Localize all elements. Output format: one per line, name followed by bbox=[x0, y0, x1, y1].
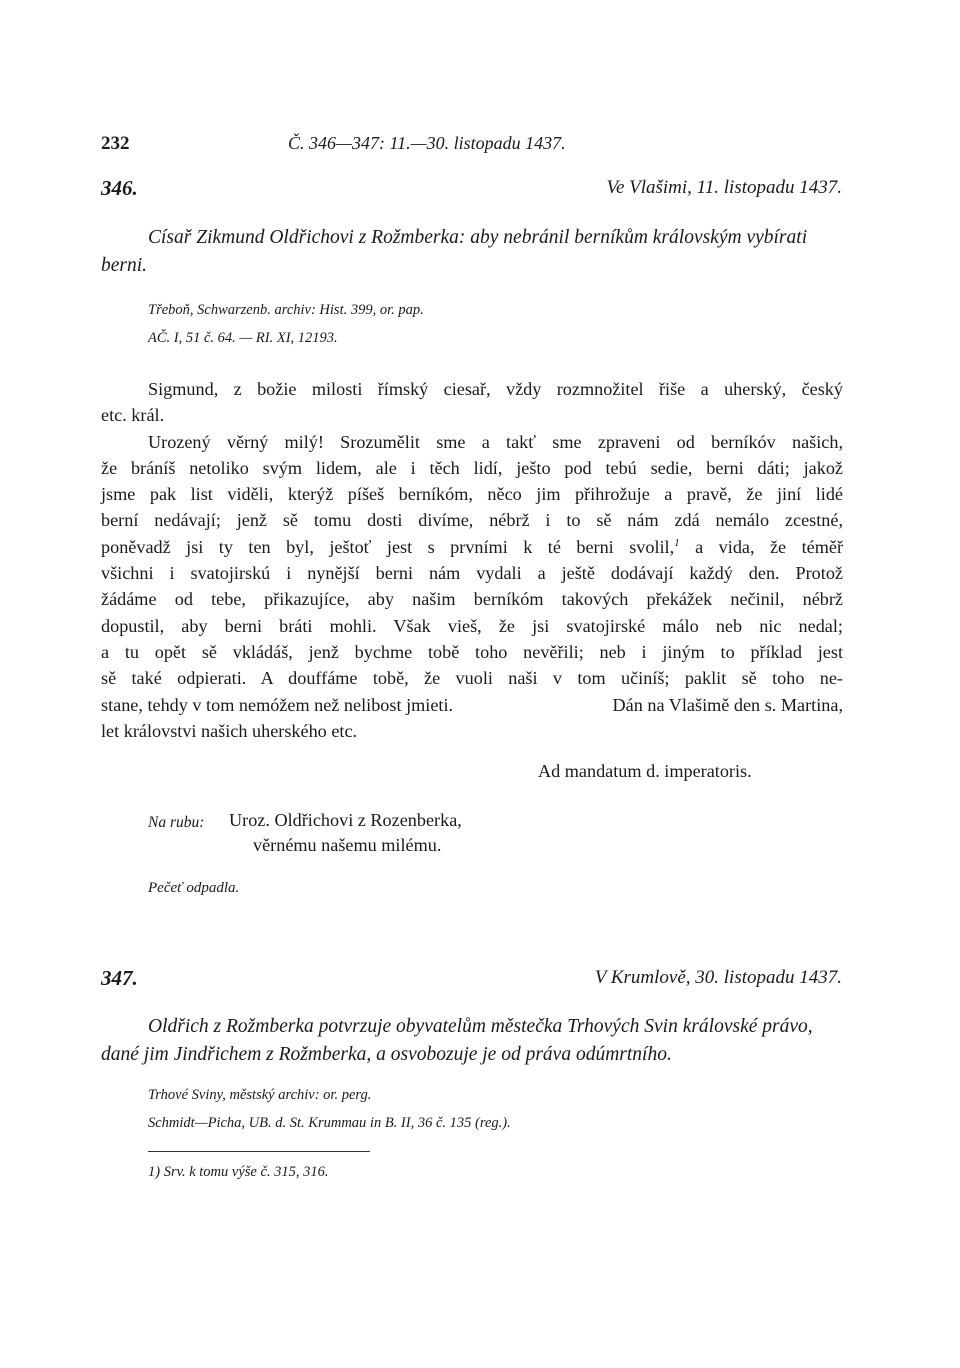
body-line: sě také odpierati. A douffáme tobě, že vuoli naši v tom učiníš; paklit sě toho ne- bbox=[101, 668, 843, 689]
place-date-346: Ve Vlašimi, 11. listopadu 1437. bbox=[606, 177, 842, 198]
body-line bbox=[101, 534, 843, 560]
verso-address-line-1: Uroz. Oldřichovi z Rozenberka, bbox=[229, 810, 462, 830]
running-head: Č. 346—347: 11.—30. listopadu 1437. bbox=[288, 133, 566, 153]
footnote-rule bbox=[148, 1151, 370, 1152]
body-line: že bráníš netoliko svým lidem, ale i těch lidí, ješto pod tebú sedie, berni dáti; jakož bbox=[101, 457, 843, 478]
source-archive-347: Trhové Sviny, městský archiv: or. perg. bbox=[148, 1087, 372, 1103]
source-archive-346: Třeboň, Schwarzenb. archiv: Hist. 399, or. pap. bbox=[148, 302, 424, 318]
regest-346: Císař Zikmund Oldřichovi z Rožmberka: aby nebránil berníkům královským vybírati berni. bbox=[101, 227, 808, 276]
document-body-346 bbox=[101, 376, 843, 744]
footnote-marker: 1 bbox=[674, 536, 680, 549]
document-number-347: 347. bbox=[101, 966, 138, 990]
closing-formula: Ad mandatum d. imperatoris. bbox=[538, 761, 752, 781]
body-line: berní nedávají; jenž sě tomu dosti divíme, nébrž i to sě nám zdá nemálo zcestné, bbox=[101, 510, 843, 531]
source-edition-347: Schmidt—Picha, UB. d. St. Krummau in B. II, 36 č. 135 (reg.). bbox=[148, 1115, 511, 1131]
place-date-347: V Krumlově, 30. listopadu 1437. bbox=[594, 967, 842, 988]
body-line bbox=[101, 692, 843, 718]
body-line: dopustil, aby berni bráti mohli. Však vieš, že jsi svatojirské málo neb nic nedal; bbox=[101, 615, 843, 636]
page-number: 232 bbox=[101, 133, 130, 154]
body-line-part: stane, tehdy v tom nemóžem než nelibost jmieti. bbox=[101, 694, 454, 715]
body-line-part: poněvadž jsi ty ten byl, ještoť jest s prvními k té berni svolil, bbox=[101, 536, 675, 557]
source-edition-346: AČ. I, 51 č. 64. — RI. XI, 12193. bbox=[148, 330, 338, 346]
body-line: žádáme od tebe, přikazujíce, aby našim berníkóm takových překážek nečinil, nébrž bbox=[101, 589, 843, 610]
body-line: všichni i svatojirskú i nynější berni nám vydali a ještě dodávají každý den. Protož bbox=[101, 563, 843, 584]
body-line: etc. král. bbox=[101, 405, 165, 426]
footnote: 1) Srv. k tomu výše č. 315, 316. bbox=[148, 1164, 329, 1180]
seal-note: Pečeť odpadla. bbox=[148, 880, 240, 896]
dating-clause: Dán na Vlašimě den s. Martina, bbox=[612, 694, 843, 715]
body-line-part: a vida, že téměř bbox=[679, 536, 843, 557]
verso-address-line-2: věrnému našemu milému. bbox=[253, 835, 442, 855]
body-line: let královstvi našich uherského etc. bbox=[101, 720, 358, 741]
body-line: a tu opět sě vkládáš, jenž bychme tobě toho nevěřili; neb i jiným to příklad jest bbox=[101, 641, 843, 662]
body-line: Urozený věrný milý! Srozumělit sme a takť sme zpraveni od berníkóv našich, bbox=[148, 431, 843, 452]
regest-347: Oldřich z Rožmberka potvrzuje obyvatelům městečka Trhových Svin královské právo, dané jim Jindřichem z Rožmberka, a osvobozuje je od práva odúmrtního. bbox=[101, 1016, 813, 1065]
body-line: jsme pak list viděli, kterýž píšeš berníkóm, něco jim přihrožuje a pravě, že jiní lidé bbox=[101, 484, 843, 505]
document-number-346: 346. bbox=[101, 176, 138, 200]
verso-label: Na rubu: bbox=[148, 814, 205, 831]
body-line: Sigmund, z božie milosti římský ciesař, vždy rozmnožitel řiše a uherský, český bbox=[148, 379, 843, 399]
